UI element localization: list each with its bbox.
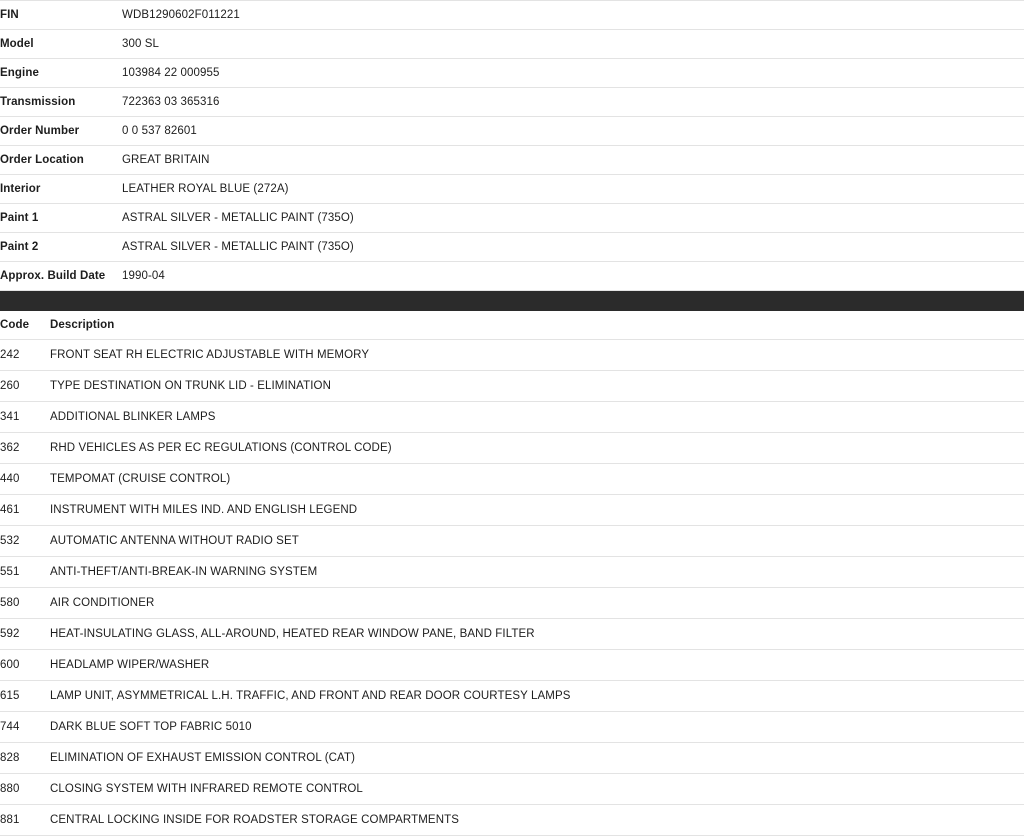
equipment-code: 880	[0, 783, 20, 795]
table-row	[0, 59, 1024, 88]
table-row	[0, 743, 1024, 774]
table-row	[0, 88, 1024, 117]
equipment-description: CLOSING SYSTEM WITH INFRARED REMOTE CONTROL	[50, 783, 363, 795]
equipment-description: CENTRAL LOCKING INSIDE FOR ROADSTER STORAGE COMPARTMENTS	[50, 814, 460, 826]
table-row	[0, 774, 1024, 805]
equipment-code: 881	[0, 814, 20, 826]
table-row	[0, 117, 1024, 146]
table-row	[0, 526, 1024, 557]
spec-label: FIN	[0, 9, 19, 21]
spec-value: WDB1290602F011221	[122, 9, 240, 21]
equipment-code: 744	[0, 721, 20, 733]
vehicle-spec-table	[0, 0, 1024, 291]
equipment-description: HEAT-INSULATING GLASS, ALL-AROUND, HEATED REAR WINDOW PANE, BAND FILTER	[50, 628, 535, 640]
equipment-code: 440	[0, 473, 20, 485]
equipment-code: 580	[0, 597, 20, 609]
equipment-table-body	[0, 340, 1024, 836]
equipment-codes-table	[0, 311, 1024, 836]
spec-label: Paint 1	[0, 212, 39, 224]
equipment-code: 461	[0, 504, 20, 516]
spec-label: Transmission	[0, 96, 76, 108]
spec-label: Approx. Build Date	[0, 270, 106, 282]
table-row	[0, 340, 1024, 371]
column-header-code: Code	[0, 319, 30, 331]
table-row	[0, 175, 1024, 204]
equipment-code: 362	[0, 442, 20, 454]
equipment-description: ADDITIONAL BLINKER LAMPS	[50, 411, 216, 423]
spec-value: ASTRAL SILVER - METALLIC PAINT (735O)	[122, 241, 354, 253]
vehicle-spec-body	[0, 1, 1024, 291]
equipment-description: INSTRUMENT WITH MILES IND. AND ENGLISH LEGEND	[50, 504, 358, 516]
table-row	[0, 588, 1024, 619]
spec-value: 722363 03 365316	[122, 96, 220, 108]
equipment-description: AIR CONDITIONER	[50, 597, 155, 609]
equipment-description: HEADLAMP WIPER/WASHER	[50, 659, 210, 671]
equipment-description: ELIMINATION OF EXHAUST EMISSION CONTROL (CAT)	[50, 752, 356, 764]
equipment-code: 600	[0, 659, 20, 671]
equipment-code: 592	[0, 628, 20, 640]
table-row	[0, 204, 1024, 233]
equipment-code: 341	[0, 411, 20, 423]
spec-value: LEATHER ROYAL BLUE (272A)	[122, 183, 289, 195]
equipment-code: 551	[0, 566, 20, 578]
spec-value: 0 0 537 82601	[122, 125, 197, 137]
equipment-description: TYPE DESTINATION ON TRUNK LID - ELIMINATION	[50, 380, 331, 392]
spec-label: Model	[0, 38, 34, 50]
table-row	[0, 619, 1024, 650]
equipment-code: 260	[0, 380, 20, 392]
equipment-description: DARK BLUE SOFT TOP FABRIC 5010	[50, 721, 252, 733]
equipment-table-header	[0, 311, 1024, 340]
spec-label: Order Location	[0, 154, 84, 166]
spec-value: GREAT BRITAIN	[122, 154, 210, 166]
spec-value: ASTRAL SILVER - METALLIC PAINT (735O)	[122, 212, 354, 224]
equipment-description: AUTOMATIC ANTENNA WITHOUT RADIO SET	[50, 535, 299, 547]
spec-value: 1990-04	[122, 270, 165, 282]
equipment-description: TEMPOMAT (CRUISE CONTROL)	[50, 473, 231, 485]
table-row	[0, 433, 1024, 464]
table-header-row	[0, 311, 1024, 340]
table-row	[0, 146, 1024, 175]
equipment-description: FRONT SEAT RH ELECTRIC ADJUSTABLE WITH MEMORY	[50, 349, 370, 361]
table-row	[0, 402, 1024, 433]
spec-value: 300 SL	[122, 38, 160, 50]
table-row	[0, 805, 1024, 836]
table-row	[0, 495, 1024, 526]
table-row	[0, 1, 1024, 30]
table-row	[0, 233, 1024, 262]
equipment-code: 615	[0, 690, 20, 702]
table-row	[0, 262, 1024, 291]
spec-label: Engine	[0, 67, 39, 79]
equipment-code: 532	[0, 535, 20, 547]
table-row	[0, 371, 1024, 402]
section-divider-band	[0, 291, 1024, 311]
equipment-code: 242	[0, 349, 20, 361]
equipment-description: LAMP UNIT, ASYMMETRICAL L.H. TRAFFIC, AND FRONT AND REAR DOOR COURTESY LAMPS	[50, 690, 571, 702]
spec-label: Interior	[0, 183, 41, 195]
spec-label: Paint 2	[0, 241, 39, 253]
table-row	[0, 681, 1024, 712]
equipment-description: RHD VEHICLES AS PER EC REGULATIONS (CONTROL CODE)	[50, 442, 392, 454]
equipment-description: ANTI-THEFT/ANTI-BREAK-IN WARNING SYSTEM	[50, 566, 318, 578]
spec-value: 103984 22 000955	[122, 67, 220, 79]
spec-label: Order Number	[0, 125, 80, 137]
equipment-code: 828	[0, 752, 20, 764]
table-row	[0, 712, 1024, 743]
table-row	[0, 30, 1024, 59]
table-row	[0, 650, 1024, 681]
column-header-description: Description	[50, 319, 115, 331]
table-row	[0, 557, 1024, 588]
table-row	[0, 464, 1024, 495]
